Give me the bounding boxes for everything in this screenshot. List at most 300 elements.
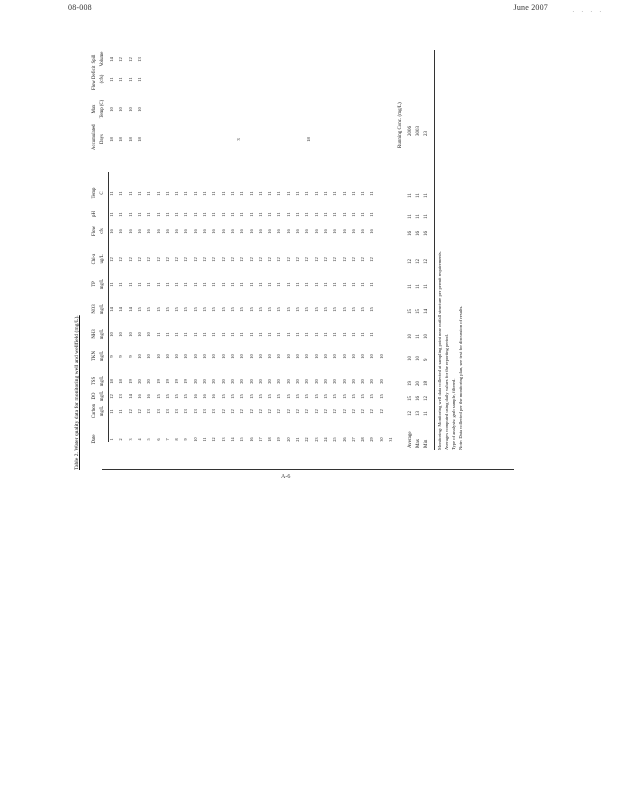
- table-title: Table 2. Water quality data for monitoring well and wellfield (mg/L).: [74, 315, 80, 470]
- value-cell: 10: [136, 332, 142, 337]
- value-cell: 10: [192, 354, 198, 359]
- value-cell: 15: [220, 394, 226, 399]
- value-cell: 12: [229, 257, 235, 262]
- value-cell: 13: [192, 409, 198, 414]
- value-cell: 16: [295, 229, 300, 234]
- value-cell: 12: [313, 409, 319, 414]
- value-cell: 11: [127, 282, 133, 287]
- day-cell: 7: [164, 438, 170, 441]
- value-cell: 16: [155, 229, 161, 234]
- value-cell: 16: [164, 229, 170, 234]
- value-cell: 11: [118, 212, 124, 217]
- value-cell: 11: [304, 282, 310, 287]
- value-cell: 12: [174, 257, 180, 262]
- value-cell: 10: [164, 354, 170, 359]
- col-header-unit-9: cfs: [100, 228, 105, 234]
- value-cell: 20: [192, 379, 198, 384]
- col-header-1: Carbon: [92, 403, 97, 419]
- value-cell: 15: [239, 307, 245, 312]
- right-value-cell: 11: [136, 77, 142, 82]
- value-cell: 11: [322, 212, 328, 217]
- summary-right-value: 23: [424, 131, 430, 136]
- value-cell: 11: [136, 191, 142, 196]
- value-cell: 11: [295, 191, 300, 196]
- value-cell: 11: [285, 191, 291, 196]
- value-cell: 11: [267, 191, 273, 196]
- value-cell: 11: [155, 212, 161, 217]
- value-cell: 15: [192, 307, 198, 312]
- value-cell: 16: [183, 229, 189, 234]
- summary-value: 11: [408, 284, 414, 289]
- value-cell: 16: [136, 394, 142, 399]
- value-cell: 11: [369, 191, 375, 196]
- value-cell: 11: [155, 332, 161, 337]
- note-line: Averages computed using daily values for the reporting period.: [444, 334, 450, 450]
- value-cell: 15: [313, 394, 319, 399]
- summary-label: Max: [416, 438, 422, 448]
- summary-value: 11: [424, 214, 430, 219]
- value-cell: 15: [304, 307, 310, 312]
- value-cell: 15: [229, 394, 235, 399]
- value-cell: 15: [164, 394, 170, 399]
- value-cell: 11: [304, 191, 310, 196]
- value-cell: 11: [220, 191, 226, 196]
- value-cell: 20: [267, 379, 273, 384]
- value-cell: 15: [239, 394, 245, 399]
- value-cell: 11: [313, 282, 319, 287]
- header-doc-id: 08-008: [68, 3, 92, 12]
- day-cell: 18: [267, 437, 273, 442]
- value-cell: 10: [239, 354, 245, 359]
- value-cell: 16: [146, 394, 152, 399]
- summary-value: 11: [416, 284, 422, 289]
- value-cell: 11: [192, 212, 198, 217]
- value-cell: 16: [220, 229, 226, 234]
- value-cell: 12: [360, 409, 366, 414]
- summary-value: 10: [416, 356, 422, 361]
- value-cell: 11: [192, 282, 198, 287]
- day-cell: 8: [174, 438, 180, 441]
- value-cell: 12: [267, 409, 273, 414]
- value-cell: 12: [183, 257, 189, 262]
- col-header-unit-1: mg/L: [100, 405, 105, 417]
- page-number: A-6: [281, 474, 291, 480]
- value-cell: 11: [146, 191, 152, 196]
- value-cell: 15: [350, 307, 356, 312]
- right-header-unit-3: Volume: [100, 51, 105, 67]
- value-cell: 11: [211, 282, 217, 287]
- value-cell: 16: [192, 229, 198, 234]
- value-cell: 12: [257, 409, 263, 414]
- value-cell: 11: [304, 332, 310, 337]
- col-header-4: TKN: [92, 351, 97, 361]
- value-cell: 12: [202, 257, 207, 262]
- value-cell: 12: [229, 409, 235, 414]
- value-cell: 10: [248, 354, 254, 359]
- value-cell: 11: [341, 191, 347, 196]
- right-value-cell: 3: [236, 138, 242, 141]
- value-cell: 16: [211, 229, 217, 234]
- value-cell: 16: [267, 229, 273, 234]
- value-cell: 11: [295, 212, 300, 217]
- value-cell: 15: [248, 307, 254, 312]
- value-cell: 15: [378, 394, 384, 399]
- value-cell: 16: [304, 229, 310, 234]
- day-cell: 9: [183, 438, 189, 441]
- value-cell: 12: [341, 257, 347, 262]
- value-cell: 11: [332, 212, 338, 217]
- value-cell: 9: [109, 355, 114, 358]
- value-cell: 12: [341, 409, 347, 414]
- scan-specks: . . . .: [572, 8, 604, 14]
- right-value-cell: 18: [305, 137, 311, 142]
- value-cell: 11: [322, 282, 328, 287]
- summary-value: 16: [416, 231, 422, 236]
- value-cell: 11: [257, 212, 263, 217]
- value-cell: 11: [127, 212, 133, 217]
- value-cell: 11: [248, 332, 254, 337]
- value-cell: 11: [220, 282, 226, 287]
- value-cell: 16: [257, 229, 263, 234]
- value-cell: 10: [322, 354, 328, 359]
- value-cell: 15: [248, 394, 254, 399]
- right-value-cell: 12: [127, 57, 133, 62]
- value-cell: 12: [350, 409, 356, 414]
- day-cell: 31: [388, 437, 393, 442]
- value-cell: 16: [360, 229, 366, 234]
- value-cell: 15: [285, 394, 291, 399]
- value-cell: 20: [248, 379, 254, 384]
- day-cell: 14: [229, 437, 235, 442]
- col-header-6: NO3: [92, 304, 97, 314]
- value-cell: 20: [360, 379, 366, 384]
- value-cell: 12: [332, 257, 338, 262]
- value-cell: 16: [192, 394, 198, 399]
- value-cell: 11: [239, 212, 245, 217]
- value-cell: 10: [136, 354, 142, 359]
- value-cell: 10: [369, 354, 375, 359]
- summary-value: 16: [424, 231, 430, 236]
- right-value-cell: 10: [118, 107, 124, 112]
- right-header-unit-0: Days: [100, 134, 105, 144]
- value-cell: 10: [174, 354, 180, 359]
- value-cell: 11: [313, 191, 319, 196]
- value-cell: 11: [164, 332, 170, 337]
- value-cell: 11: [136, 212, 142, 217]
- value-cell: 15: [322, 307, 328, 312]
- value-cell: 11: [257, 191, 263, 196]
- table-rule: [102, 469, 514, 470]
- value-cell: 20: [257, 379, 263, 384]
- day-cell: 20: [285, 437, 291, 442]
- value-cell: 20: [332, 379, 338, 384]
- value-cell: 12: [295, 257, 300, 262]
- value-cell: 11: [276, 332, 282, 337]
- value-cell: 11: [257, 332, 263, 337]
- value-cell: 11: [211, 332, 217, 337]
- value-cell: 19: [183, 379, 189, 384]
- summary-label: Min: [424, 439, 430, 448]
- value-cell: 16: [322, 229, 328, 234]
- value-cell: 11: [239, 282, 245, 287]
- value-cell: 20: [239, 379, 245, 384]
- day-cell: 30: [378, 437, 384, 442]
- right-value-cell: 11: [127, 77, 133, 82]
- value-cell: 11: [118, 409, 124, 414]
- day-cell: 3: [127, 438, 133, 441]
- value-cell: 10: [332, 354, 338, 359]
- value-cell: 11: [174, 332, 180, 337]
- value-cell: 11: [192, 332, 198, 337]
- value-cell: 16: [369, 229, 375, 234]
- col-header-5: NH3: [92, 329, 97, 339]
- value-cell: 11: [136, 282, 142, 287]
- value-cell: 11: [229, 282, 235, 287]
- value-cell: 11: [341, 282, 347, 287]
- value-cell: 15: [332, 307, 338, 312]
- value-cell: 11: [202, 212, 207, 217]
- value-cell: 15: [174, 394, 180, 399]
- value-cell: 12: [313, 257, 319, 262]
- value-cell: 12: [369, 257, 375, 262]
- value-cell: 20: [276, 379, 282, 384]
- value-cell: 12: [109, 394, 114, 399]
- value-cell: 12: [239, 409, 245, 414]
- summary-right-value: 2006: [408, 126, 414, 136]
- value-cell: 19: [174, 379, 180, 384]
- value-cell: 11: [360, 282, 366, 287]
- value-cell: 14: [118, 307, 124, 312]
- value-cell: 15: [360, 394, 366, 399]
- value-cell: 10: [118, 332, 124, 337]
- value-cell: 15: [276, 394, 282, 399]
- value-cell: 12: [360, 257, 366, 262]
- value-cell: 15: [360, 307, 366, 312]
- note-line: Note: Data collected per the monitoring plan, see text for discussion of results.: [458, 305, 464, 450]
- value-cell: 12: [350, 257, 356, 262]
- value-cell: 15: [350, 394, 356, 399]
- value-cell: 20: [285, 379, 291, 384]
- value-cell: 10: [109, 332, 114, 337]
- value-cell: 11: [202, 332, 207, 337]
- value-cell: 11: [239, 332, 245, 337]
- value-cell: 13: [118, 394, 124, 399]
- value-cell: 11: [322, 191, 328, 196]
- right-value-cell: 12: [118, 57, 124, 62]
- value-cell: 12: [220, 409, 226, 414]
- value-cell: 11: [183, 191, 189, 196]
- value-cell: 14: [127, 307, 133, 312]
- value-cell: 10: [378, 354, 384, 359]
- value-cell: 11: [360, 332, 366, 337]
- summary-value: 14: [424, 309, 430, 314]
- value-cell: 15: [220, 307, 226, 312]
- value-cell: 11: [350, 332, 356, 337]
- value-cell: 10: [127, 332, 133, 337]
- value-cell: 11: [202, 282, 207, 287]
- value-cell: 10: [257, 354, 263, 359]
- value-cell: 18: [118, 379, 124, 384]
- value-cell: 20: [322, 379, 328, 384]
- value-cell: 11: [267, 212, 273, 217]
- right-value-cell: 18: [127, 137, 133, 142]
- summary-label: Average: [408, 431, 414, 448]
- col-header-7: TP: [92, 281, 97, 287]
- value-cell: 20: [202, 379, 207, 384]
- value-cell: 11: [146, 282, 152, 287]
- summary-value: 11: [416, 193, 422, 198]
- value-cell: 10: [220, 354, 226, 359]
- day-cell: 27: [350, 437, 356, 442]
- value-cell: 10: [313, 354, 319, 359]
- value-cell: 12: [378, 409, 384, 414]
- summary-value: 11: [424, 284, 430, 289]
- value-cell: 20: [313, 379, 319, 384]
- right-value-cell: 14: [109, 57, 114, 62]
- header-date: June 2007: [513, 3, 548, 12]
- value-cell: 16: [332, 229, 338, 234]
- value-cell: 10: [285, 354, 291, 359]
- value-cell: 11: [118, 191, 124, 196]
- value-cell: 16: [174, 229, 180, 234]
- value-cell: 20: [211, 379, 217, 384]
- value-cell: 11: [202, 191, 207, 196]
- value-cell: 12: [146, 257, 152, 262]
- value-cell: 20: [369, 379, 375, 384]
- value-cell: 16: [127, 229, 133, 234]
- day-cell: 4: [136, 438, 142, 441]
- value-cell: 15: [322, 394, 328, 399]
- right-value-cell: 18: [136, 137, 142, 142]
- value-cell: 16: [276, 229, 282, 234]
- value-cell: 11: [109, 191, 114, 196]
- value-cell: 9: [118, 355, 124, 358]
- value-cell: 10: [183, 354, 189, 359]
- value-cell: 20: [378, 379, 384, 384]
- value-cell: 10: [202, 354, 207, 359]
- value-cell: 15: [369, 394, 375, 399]
- summary-value: 11: [424, 193, 430, 198]
- day-cell: 23: [313, 437, 319, 442]
- value-cell: 12: [267, 257, 273, 262]
- value-cell: 12: [248, 257, 254, 262]
- col-header-10: pH: [92, 211, 97, 217]
- value-cell: 11: [257, 282, 263, 287]
- day-cell: 1: [109, 438, 114, 441]
- value-cell: 11: [350, 282, 356, 287]
- value-cell: 16: [248, 229, 254, 234]
- value-cell: 11: [164, 191, 170, 196]
- day-cell: 26: [341, 437, 347, 442]
- value-cell: 16: [109, 229, 114, 234]
- value-cell: 11: [267, 332, 273, 337]
- right-header-0: Accumulated: [92, 124, 97, 150]
- value-cell: 10: [267, 354, 273, 359]
- value-cell: 11: [369, 332, 375, 337]
- value-cell: 15: [304, 394, 310, 399]
- value-cell: 12: [192, 257, 198, 262]
- value-cell: 14: [109, 307, 114, 312]
- value-cell: 11: [146, 212, 152, 217]
- summary-value: 15: [408, 396, 414, 401]
- value-cell: 15: [341, 307, 347, 312]
- value-cell: 10: [341, 354, 347, 359]
- value-cell: 15: [369, 307, 375, 312]
- col-header-unit-11: C: [100, 191, 105, 195]
- value-cell: 12: [109, 257, 114, 262]
- value-cell: 12: [276, 257, 282, 262]
- value-cell: 10: [229, 354, 235, 359]
- summary-value: 12: [424, 259, 430, 264]
- value-cell: 11: [276, 212, 282, 217]
- value-cell: 15: [285, 307, 291, 312]
- day-cell: 28: [360, 437, 366, 442]
- value-cell: 11: [211, 191, 217, 196]
- value-cell: 11: [211, 212, 217, 217]
- day-cell: 10: [192, 437, 198, 442]
- value-cell: 11: [369, 212, 375, 217]
- value-cell: 20: [146, 379, 152, 384]
- note-line: Type of analysis: grab sample, filtered.: [451, 378, 457, 450]
- value-cell: 16: [239, 229, 245, 234]
- value-cell: 10: [360, 354, 366, 359]
- value-cell: 12: [276, 409, 282, 414]
- summary-value: 18: [424, 381, 430, 386]
- value-cell: 13: [202, 409, 207, 414]
- value-cell: 11: [285, 282, 291, 287]
- value-cell: 12: [285, 257, 291, 262]
- value-cell: 15: [164, 307, 170, 312]
- value-cell: 15: [211, 307, 217, 312]
- day-cell: 11: [202, 437, 207, 442]
- value-cell: 12: [257, 257, 263, 262]
- day-cell: 16: [248, 437, 254, 442]
- right-value-cell: 10: [127, 107, 133, 112]
- value-cell: 11: [183, 332, 189, 337]
- value-cell: 12: [239, 257, 245, 262]
- value-cell: 11: [239, 191, 245, 196]
- summary-value: 15: [408, 309, 414, 314]
- value-cell: 10: [304, 354, 310, 359]
- right-value-cell: 10: [136, 107, 142, 112]
- value-cell: 11: [155, 191, 161, 196]
- value-cell: 12: [164, 257, 170, 262]
- right-header-3: Spill: [92, 54, 97, 64]
- value-cell: 11: [313, 332, 319, 337]
- col-header-unit-6: mg/L: [100, 303, 105, 315]
- value-cell: 20: [136, 379, 142, 384]
- value-cell: 15: [332, 394, 338, 399]
- summary-value: 11: [408, 193, 414, 198]
- value-cell: 20: [304, 379, 310, 384]
- value-cell: 11: [332, 191, 338, 196]
- value-cell: 11: [248, 212, 254, 217]
- value-cell: 12: [304, 257, 310, 262]
- value-cell: 16: [341, 229, 347, 234]
- value-cell: 11: [192, 191, 198, 196]
- col-header-0: Date: [92, 434, 97, 444]
- col-header-unit-3: mg/L: [100, 375, 105, 387]
- day-cell: 25: [332, 437, 338, 442]
- summary-value: 13: [416, 411, 422, 416]
- value-cell: 11: [109, 282, 114, 287]
- value-cell: 11: [155, 282, 161, 287]
- value-cell: 11: [360, 212, 366, 217]
- summary-value: 11: [424, 411, 430, 416]
- value-cell: 11: [109, 409, 114, 414]
- value-cell: 11: [229, 212, 235, 217]
- summary-value: 19: [408, 381, 414, 386]
